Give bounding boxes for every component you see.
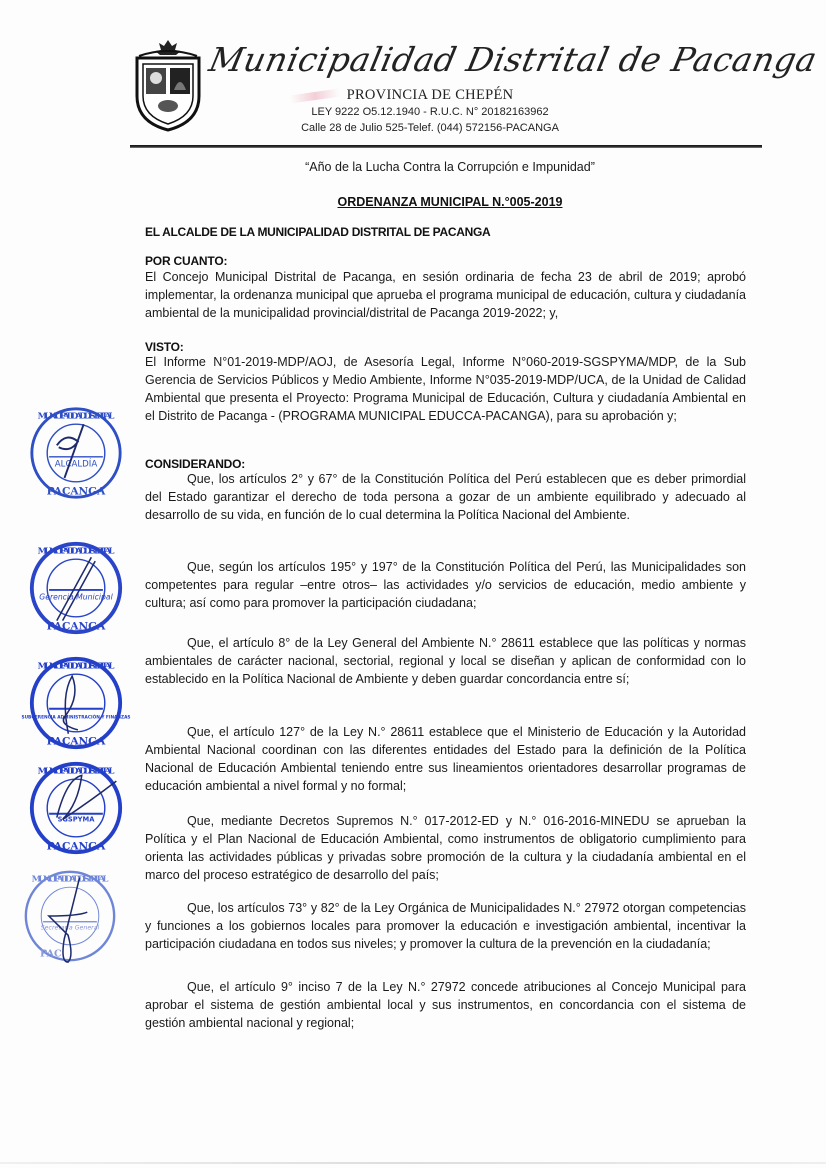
stamp-center-text: ALCALDÍA — [54, 459, 98, 470]
ordinance-title: ORDENANZA MUNICIPAL N.°005-2019 — [337, 195, 563, 209]
address-line: Calle 28 de Julio 525-Telef. (044) 572156-PACANGA — [301, 122, 559, 134]
considerando-paragraph: Que, mediante Decretos Supremos N.° 017-2012-ED y N.° 016-2016-MINEDU se aprueban la Política y el Plan Nacional de Educación Ambiental, como instrumentos de obligatorio cumplimiento para orienta las actividades públicas y privadas sobre promoción de la cultura y la ciudadanía ambiental en el marco del proceso estratégico de desarrollo del país; — [145, 814, 746, 882]
authority-heading: EL ALCALDE DE LA MUNICIPALIDAD DISTRITAL DE PACANGA — [145, 225, 491, 239]
visto-heading: VISTO: — [145, 340, 184, 354]
considerando-paragraph: Que, el artículo 8° de la Ley General del Ambiente N.° 28611 establece que las políticas y normas ambientales de carácter nacional, sectorial, regional y local se diseñan y aplican de conformidad con lo establecido en la Política Nacional de Ambiente y deben guardar concordancia entre sí; — [145, 636, 746, 686]
stamp-top-text: MUNICIPALIDAD DISTRITAL — [37, 546, 115, 557]
stamp-bottom-text: PACANGA — [46, 840, 106, 853]
considerando-paragraph: Que, los artículos 2° y 67° de la Constitución Política del Perú establecen que es deber primordial del Estado garantizar el derecho de toda persona a gozar de un ambiente equilibrado y adecuado al desarrollo de su vida, en función de lo cual determina la Política Nacional del Ambiente. — [145, 472, 746, 522]
por-cuanto-text: El Concejo Municipal Distrital de Pacanga, en sesión ordinaria de fecha 23 de abril de 2019; aprobó implementar, la ordenanza municipal que aprueba el programa municipal de educación, cultura y ciudadanía ambiental de la municipalidad provincial/distrital de Pacanga 2019-2022; y, — [145, 270, 746, 320]
considerando-paragraph: Que, según los artículos 195° y 197° de la Constitución Política del Perú, las Municipalidades son competentes para regular –entre otros– las actividades y/o servicios de educación, medio ambiente y cultura; así como para promover la participación ciudadana; — [145, 560, 746, 610]
stamp-center-text: SGSPYMA — [57, 815, 95, 824]
stamp-center-text: Gerencia Municipal — [39, 592, 113, 602]
considerando-paragraph: Que, los artículos 73° y 82° de la Ley Orgánica de Municipalidades N.° 27972 otorgan competencias y funciones a los gobiernos locales para promover la educación e investigación ambiental, incentivar la participación ciudadana en todos sus niveles; y promover la cultura de la prevención en la ciudadanía; — [145, 901, 746, 951]
province-name: PROVINCIA DE CHEPÉN — [346, 87, 514, 103]
stamp-bottom-text: PACANGA — [46, 620, 106, 633]
stamp-top-text: MUNICIPALIDAD DISTRITAL — [31, 874, 109, 885]
sgspyma-stamp-icon — [28, 760, 124, 856]
stamp-top-text: MUNICIPALIDAD DISTRITAL — [37, 411, 115, 422]
stamp-bottom-text: PACANGA — [46, 485, 106, 498]
alcaldia-stamp-icon — [28, 405, 124, 501]
considerando-paragraph: Que, el artículo 9° inciso 7 de la Ley N.° 27972 concede atribuciones al Concejo Municipal para aprobar el sistema de gestión ambiental local y sus instrumentos, en concordancia con el sistema de gestión ambiental nacional y regional; — [145, 980, 746, 1030]
stamp-center-text: Secretaría General — [40, 924, 100, 932]
considerando-heading: CONSIDERANDO: — [145, 457, 246, 471]
header-divider — [130, 145, 762, 148]
subgerencia-stamp-icon — [21, 655, 131, 751]
stamp-bottom-text: PAC — [40, 948, 62, 960]
scan-edge — [0, 1162, 826, 1164]
municipality-name: Municipalidad Distrital de Pacanga — [205, 40, 821, 79]
considerando-paragraph: Que, el artículo 127° de la Ley N.° 28611 establece que el Ministerio de Educación y la Autoridad Ambiental Nacional coordinan con las diferentes entidades del Estado para la definición de la Política Nacional de Educación Ambiental teniendo entre sus lineamientos orientadores desarrollar programas de educación ambiental a nivel formal y no formal; — [145, 725, 746, 793]
law-ruc-line: LEY 9222 O5.12.1940 - R.U.C. N° 20182163962 — [311, 106, 549, 118]
stamp-top-text: MUNICIPALIDAD DISTRITAL — [37, 766, 115, 777]
year-motto: “Año de la Lucha Contra la Corrupción e Impunidad” — [305, 160, 595, 174]
gerencia-municipal-stamp-icon — [28, 540, 124, 636]
stamp-bottom-text: PACANGA — [46, 735, 106, 748]
por-cuanto-heading: POR CUANTO: — [145, 254, 228, 268]
secretaria-general-stamp-icon — [22, 868, 118, 964]
coat-of-arms-icon — [131, 38, 205, 134]
visto-text: El Informe N°01-2019-MDP/AOJ, de Asesoría Legal, Informe N°060-2019-SGSPYMA/MDP, de la Sub Gerencia de Servicios Públicos y Medio Ambiente, Informe N°035-2019-MDP/UCA, de la Unidad de Calidad Ambiental que presenta el Proyecto: Programa Municipal de Educación, Cultura y ciudadanía Ambiental en el Distrito de Pacanga - (PROGRAMA MUNICIPAL EDUCCA-PACANGA), para su aprobación y; — [145, 355, 746, 423]
stamp-center-text: SUBGERENCIA ADMINISTRACIÓN Y FINANZAS — [21, 715, 131, 721]
stamp-top-text: MUNICIPALIDAD DISTRITAL — [37, 661, 115, 672]
